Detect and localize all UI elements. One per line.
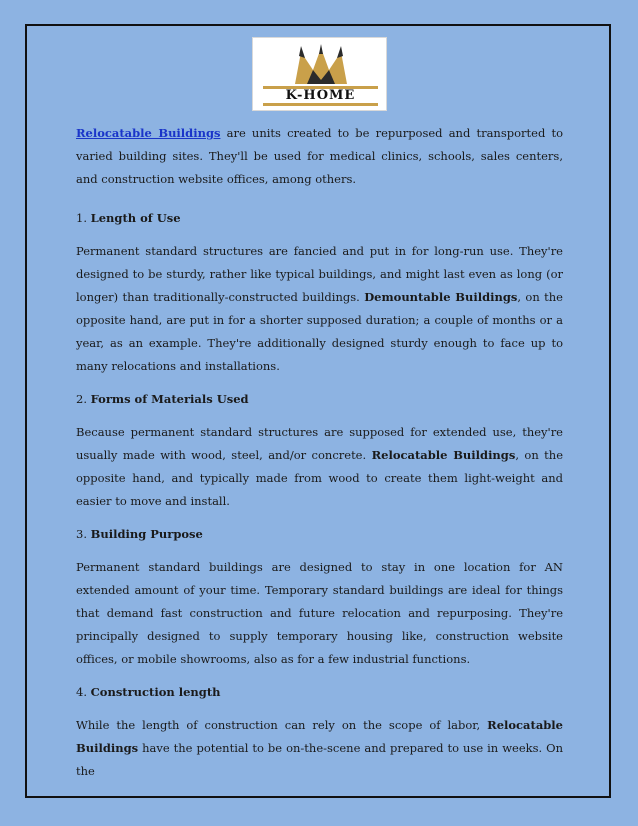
section-4-paragraph xyxy=(76,714,563,783)
section-number: 4. xyxy=(76,685,91,699)
section-title: Length of Use xyxy=(90,211,181,225)
section-2-paragraph xyxy=(76,421,563,513)
bold-term: Relocatable Buildings xyxy=(76,718,563,755)
paragraph-text: , on the opposite hand, are put in for a shorter supposed duration; a couple of months or a year, as an example. They're additionally designed sturdy enough to face up to many relocations and installations. xyxy=(76,290,563,373)
logo-wordmark: K-HOME xyxy=(263,86,378,106)
relocatable-buildings-link[interactable]: Relocatable Buildings xyxy=(76,126,221,140)
k-home-logo xyxy=(252,37,387,111)
section-title: Forms of Materials Used xyxy=(90,392,249,406)
section-number: 2. xyxy=(76,392,91,406)
crown-icon xyxy=(293,44,349,86)
paragraph-text: , on the opposite hand, and typically made from wood to create them light-weight and easier to move and install. xyxy=(76,448,563,508)
intro-paragraph xyxy=(76,122,563,191)
section-3-heading xyxy=(76,523,563,546)
section-2-heading xyxy=(76,388,563,411)
section-4-heading xyxy=(76,681,563,704)
section-1-heading xyxy=(76,207,563,230)
bold-term: Demountable Buildings xyxy=(364,290,518,304)
paragraph-text: have the potential to be on-the-scene and prepared to use in weeks. On the xyxy=(76,741,563,778)
paragraph-text: While the length of construction can rely on the scope of labor, xyxy=(76,718,488,732)
paragraph-text: Permanent standard structures are fancied and put in for long-run use. They're designed to be sturdy, rather like typical buildings, and might last even as long (or longer) than traditionally-constructed buildings. xyxy=(76,244,563,304)
section-3-paragraph xyxy=(76,556,563,671)
bold-term: Relocatable Buildings xyxy=(371,448,516,462)
section-number: 1. xyxy=(76,211,91,225)
article-body xyxy=(76,122,563,799)
section-number: 3. xyxy=(76,527,91,541)
section-title: Building Purpose xyxy=(90,527,203,541)
paragraph-text: Permanent standard buildings are designed to stay in one location for AN extended amount of your time. Temporary standard buildings are ideal for things that demand fast construction and future relocation and repurposing. They're principally designed to supply temporary housing like, construction website offices, or mobile showrooms, also as for a few industrial functions. xyxy=(76,560,563,666)
intro-text: are units created to be repurposed and transported to varied building sites. They'll be used for medical clinics, schools, sales centers, and construction website offices, among others. xyxy=(76,126,564,186)
section-title: Construction length xyxy=(90,685,221,699)
paragraph-text: Because permanent standard structures are supposed for extended use, they're usually made with wood, steel, and/or concrete. xyxy=(76,425,563,462)
section-1-paragraph xyxy=(76,240,563,378)
